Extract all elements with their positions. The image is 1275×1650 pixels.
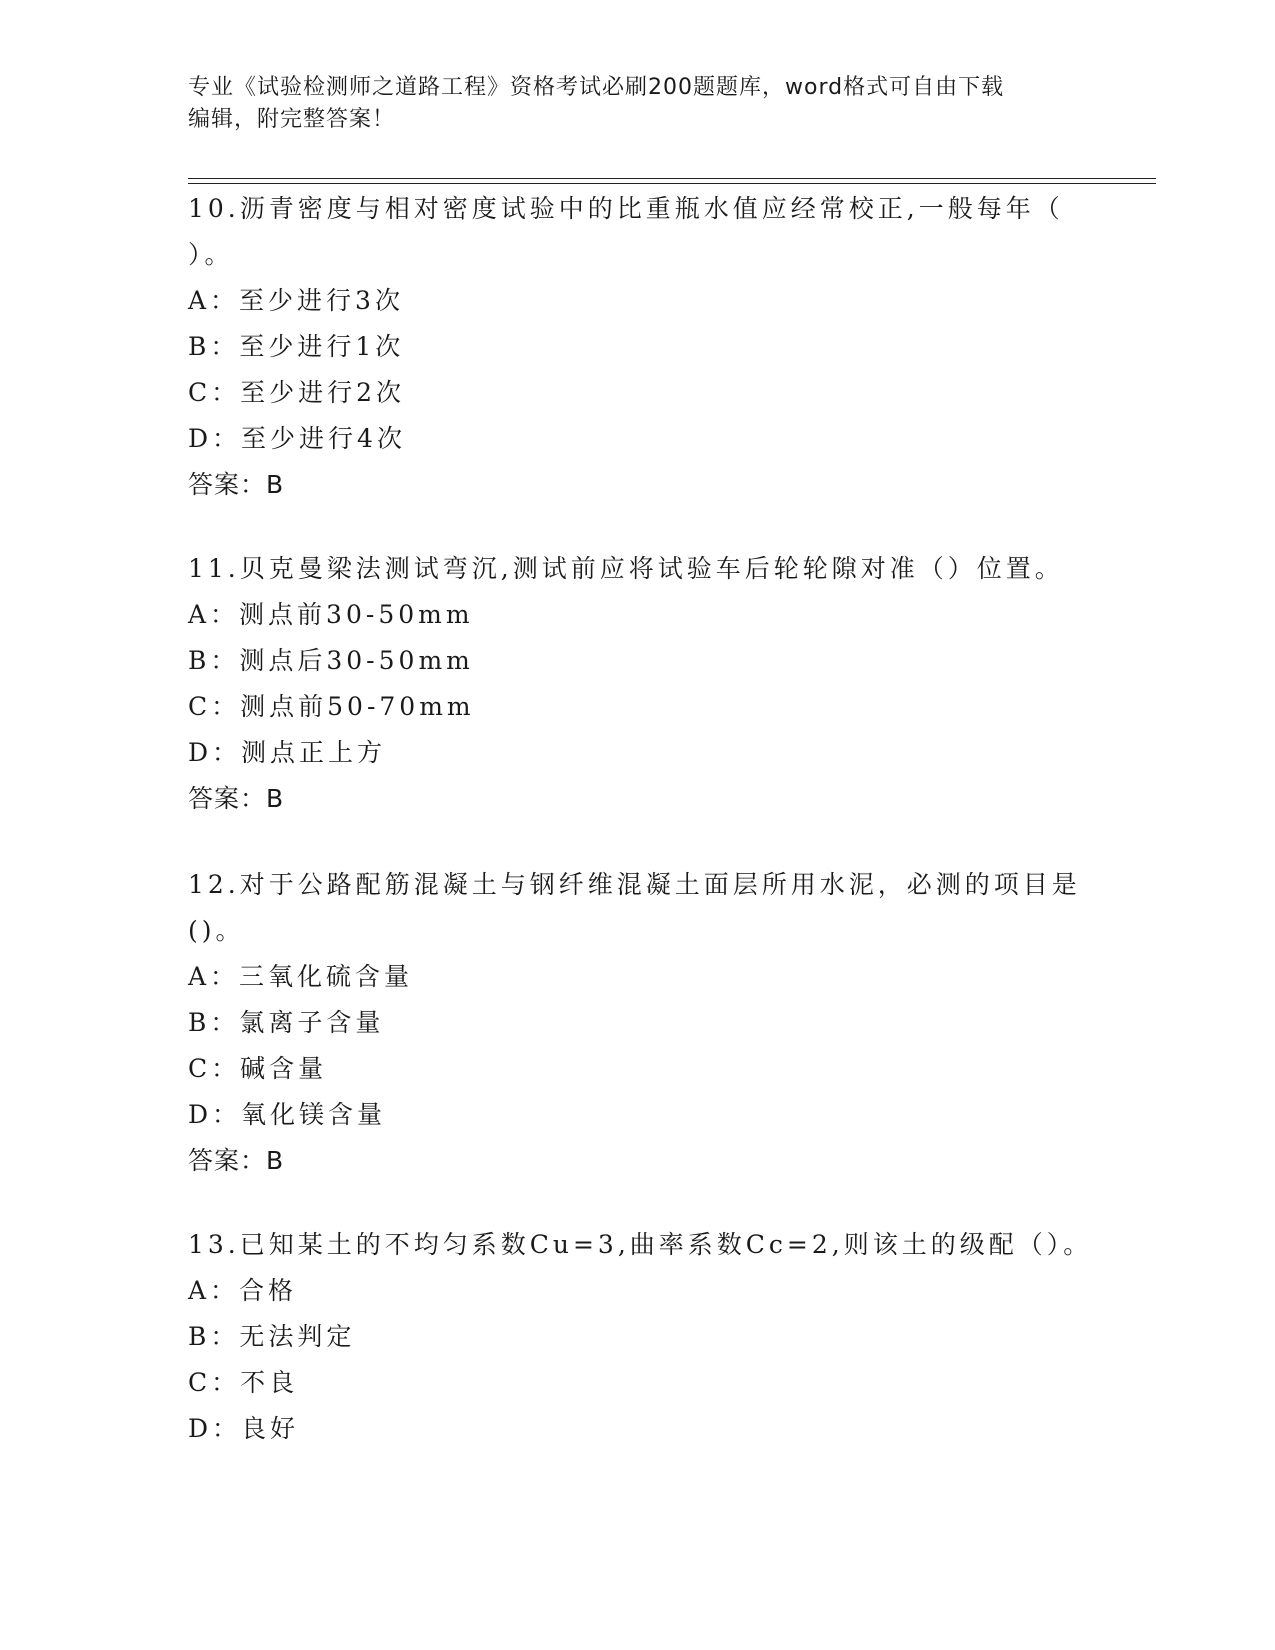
answer: 答案：B — [188, 784, 285, 813]
option-d: D：至少进行4次 — [188, 424, 406, 453]
option-a: A：三氧化硫含量 — [188, 962, 414, 991]
header-line-2: 编辑，附完整答案！ — [188, 107, 396, 132]
header-divider-bottom — [188, 183, 1156, 184]
option-d: D：良好 — [188, 1414, 300, 1443]
document-header — [188, 72, 1088, 136]
option-d: D：测点正上方 — [188, 738, 387, 767]
answer: 答案：B — [188, 470, 285, 499]
option-c: C：至少进行2次 — [188, 378, 406, 407]
header-divider-top — [188, 178, 1156, 179]
question-stem-continued: ）。 — [188, 240, 234, 269]
option-c: C：不良 — [188, 1368, 299, 1397]
option-b: B：氯离子含量 — [188, 1008, 385, 1037]
option-b: B：测点后30-50mm — [188, 646, 474, 675]
option-c: C：测点前50-70mm — [188, 692, 475, 721]
option-a: A：至少进行3次 — [188, 286, 404, 315]
option-b: B：无法判定 — [188, 1322, 356, 1351]
option-a: A：合格 — [188, 1276, 298, 1305]
question-stem: 10.沥青密度与相对密度试验中的比重瓶水值应经常校正,一般每年（ — [188, 194, 1064, 223]
option-a: A：测点前30-50mm — [188, 600, 474, 629]
option-b: B：至少进行1次 — [188, 332, 405, 361]
question-13 — [188, 1222, 1093, 1452]
question-12 — [188, 862, 1088, 1184]
question-11 — [188, 546, 1088, 822]
option-c: C：碱含量 — [188, 1054, 328, 1083]
question-10 — [188, 186, 1088, 508]
question-stem: 11.贝克曼梁法测试弯沉,测试前应将试验车后轮轮隙对准（）位置。 — [188, 554, 1064, 583]
option-d: D：氧化镁含量 — [188, 1100, 387, 1129]
question-stem: 12.对于公路配筋混凝土与钢纤维混凝土面层所用水泥，必测的项目是 — [188, 870, 1081, 899]
question-stem: 13.已知某土的不均匀系数Cu=3,曲率系数Cc=2,则该土的级配（）。 — [188, 1230, 1093, 1259]
header-line-1: 专业《试验检测师之道路工程》资格考试必刷200题题库，word格式可自由下载 — [188, 75, 1005, 100]
answer: 答案：B — [188, 1146, 285, 1175]
question-stem-continued: ()。 — [188, 916, 245, 945]
